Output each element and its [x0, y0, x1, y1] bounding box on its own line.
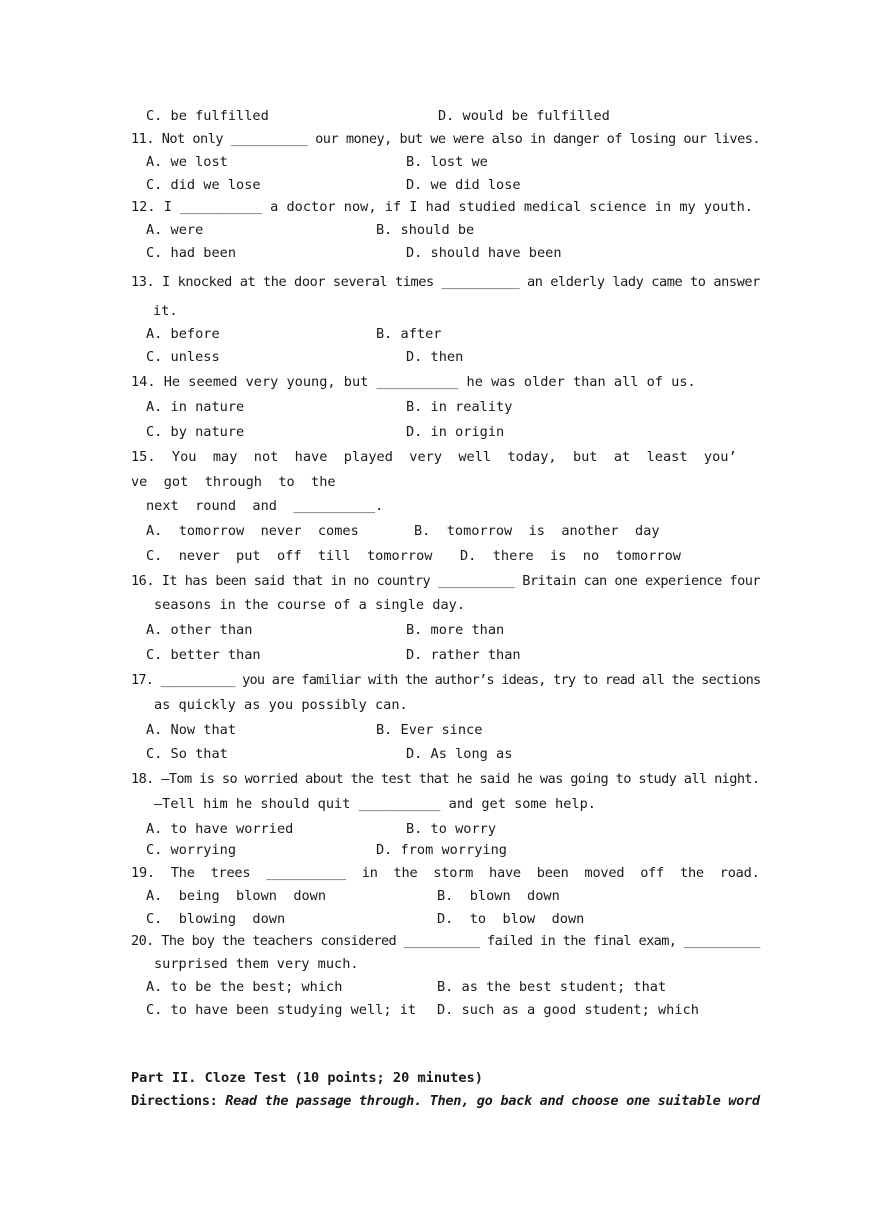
- q11-option-b: B. lost we: [406, 154, 488, 170]
- q11-stem: 11. Not only __________ our money, but we were also in danger of losing our lives.: [131, 131, 761, 147]
- q14-option-a: A. in nature: [146, 399, 245, 415]
- q15-option-a: A. tomorrow never comes: [146, 523, 359, 539]
- q13-stem-line2: it.: [153, 303, 178, 319]
- q13-option-a: A. before: [146, 326, 220, 342]
- q15-option-c: C. never put off till tomorrow: [146, 548, 433, 564]
- q14-option-b: B. in reality: [406, 399, 513, 415]
- q14-stem: 14. He seemed very young, but __________ he was older than all of us.: [131, 374, 696, 390]
- q11-option-c: C. did we lose: [146, 177, 261, 193]
- q10-option-c: C. be fulfilled: [146, 108, 269, 124]
- part2-directions: [131, 1093, 760, 1109]
- q18-option-d: D. from worrying: [376, 842, 507, 858]
- q12-option-c: C. had been: [146, 245, 237, 261]
- q12-option-b: B. should be: [376, 222, 475, 238]
- q16-option-c: C. better than: [146, 647, 261, 663]
- q11-option-d: D. we did lose: [406, 177, 521, 193]
- q20-stem-line2: surprised them very much.: [154, 956, 359, 972]
- q10-option-d: D. would be fulfilled: [438, 108, 610, 124]
- q13-option-b: B. after: [376, 326, 442, 342]
- q18-option-c: C. worrying: [146, 842, 237, 858]
- q18-stem-line1: 18. —Tom is so worried about the test that he said he was going to study all night.: [131, 771, 760, 787]
- q13-option-d: D. then: [406, 349, 464, 365]
- q12-option-a: A. were: [146, 222, 204, 238]
- q13-stem-line1: 13. I knocked at the door several times __________ an elderly lady came to answer: [131, 274, 760, 290]
- q17-stem-line2: as quickly as you possibly can.: [154, 697, 408, 713]
- q17-stem-line1: 17. __________ you are familiar with the author’s ideas, try to read all the sections: [131, 672, 761, 688]
- q19-option-a: A. being blown down: [146, 888, 327, 904]
- q16-option-a: A. other than: [146, 622, 253, 638]
- q18-option-b: B. to worry: [406, 821, 497, 837]
- q17-option-d: D. As long as: [406, 746, 513, 762]
- q12-stem: 12. I __________ a doctor now, if I had studied medical science in my youth.: [131, 199, 753, 215]
- part2-title: Part II. Cloze Test (10 points; 20 minutes): [131, 1070, 483, 1086]
- q16-stem-line2: seasons in the course of a single day.: [154, 597, 465, 613]
- q16-stem-line1: 16. It has been said that in no country __________ Britain can one experience four: [131, 573, 761, 589]
- q19-option-b: B. blown down: [437, 888, 560, 904]
- q14-option-c: C. by nature: [146, 424, 245, 440]
- q12-option-d: D. should have been: [406, 245, 562, 261]
- q15-option-d: D. there is no tomorrow: [460, 548, 681, 564]
- q17-option-a: A. Now that: [146, 722, 237, 738]
- q15-stem-line1: 15. You may not have played very well today, but at least you’: [131, 449, 737, 465]
- q19-option-c: C. blowing down: [146, 911, 286, 927]
- q13-option-c: C. unless: [146, 349, 220, 365]
- q20-option-b: B. as the best student; that: [437, 979, 667, 995]
- q18-stem-line2: —Tell him he should quit __________ and get some help.: [154, 796, 596, 812]
- q20-option-d: D. such as a good student; which: [437, 1002, 699, 1018]
- q20-stem-line1: 20. The boy the teachers considered __________ failed in the final exam, __________: [131, 933, 760, 949]
- q17-option-c: C. So that: [146, 746, 228, 762]
- directions-text: Read the passage through. Then, go back and choose one suitable word: [217, 1093, 760, 1109]
- directions-label: Directions:: [131, 1093, 218, 1109]
- q15-stem-line3: next round and __________.: [146, 498, 384, 514]
- q19-stem: 19. The trees __________ in the storm have been moved off the road.: [131, 865, 760, 881]
- q16-option-b: B. more than: [406, 622, 505, 638]
- q15-stem-line2: ve got through to the: [131, 474, 336, 490]
- q11-option-a: A. we lost: [146, 154, 228, 170]
- q16-option-d: D. rather than: [406, 647, 521, 663]
- q20-option-a: A. to be the best; which: [146, 979, 343, 995]
- q15-option-b: B. tomorrow is another day: [414, 523, 660, 539]
- q17-option-b: B. Ever since: [376, 722, 483, 738]
- q19-option-d: D. to blow down: [437, 911, 585, 927]
- q14-option-d: D. in origin: [406, 424, 505, 440]
- q18-option-a: A. to have worried: [146, 821, 294, 837]
- q20-option-c: C. to have been studying well; it: [146, 1002, 417, 1018]
